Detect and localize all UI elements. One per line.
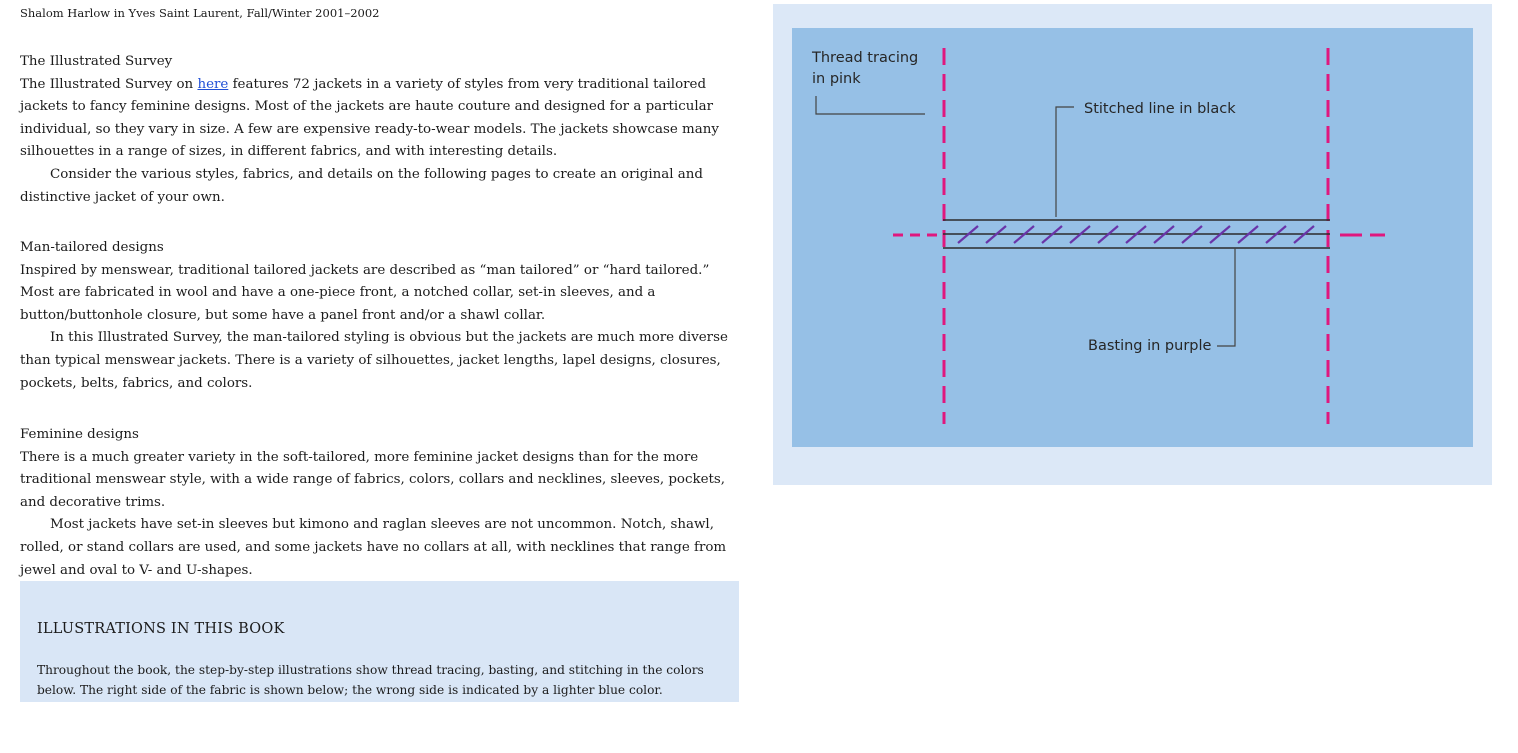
- photo-caption: Shalom Harlow in Yves Saint Laurent, Fall/Winter 2001–2002: [20, 6, 380, 20]
- here-link[interactable]: here: [197, 76, 229, 92]
- section-feminine: [20, 424, 742, 582]
- stitched-line-label: Stitched line in black: [1084, 101, 1236, 117]
- paragraph-text: features 72 jackets in a variety of styles from very traditional tailored jackets to fancy feminine designs. Most of the jackets are haute couture and designed for a particular individual, so they vary in size. A few are expensive ready-to-wear models. The jackets showcase many silhouettes in a range of sizes, in different fabrics, and with interesting details.: [20, 76, 719, 160]
- paragraph: [20, 74, 742, 164]
- basting-label: Basting in purple: [1088, 338, 1212, 354]
- stitch-legend-diagram: [773, 4, 1492, 485]
- section-man-tailored: [20, 237, 742, 395]
- illustrations-callout-box: [20, 581, 739, 702]
- thread-tracing-label-line1: Thread tracing: [812, 50, 919, 66]
- section-heading-feminine: Feminine designs: [20, 427, 139, 442]
- section-heading-man-tailored: Man-tailored designs: [20, 240, 164, 255]
- paragraph: Most jackets have set-in sleeves but kimono and raglan sleeves are not uncommon. Notch, shawl, rolled, or stand collars are used, and some jackets have no collars at all, with necklines that range from jewel and oval to V- and U-shapes.: [20, 517, 727, 578]
- paragraph: Inspired by menswear, traditional tailored jackets are described as “man tailored” or “hard tailored.” Most are fabricated in wool and have a one-piece front, a notched collar, set-in sleeves, and a button/buttonhole closure, but some have a panel front and/or a shawl collar.: [20, 262, 710, 323]
- paragraph: There is a much greater variety in the soft-tailored, more feminine jacket designs than for the more traditional menswear style, with a wide range of fabrics, colors, collars and necklines, sleeves, pockets, and decorative trims.: [20, 449, 726, 510]
- callout-text: Throughout the book, the step-by-step illustrations show thread tracing, basting, and stitching in the colors below. The right side of the fabric is shown below; the wrong side is indicated by a lighter blue color.: [37, 663, 704, 697]
- paragraph: Consider the various styles, fabrics, and details on the following pages to create an original and distinctive jacket of your own.: [20, 166, 703, 205]
- stitch-legend-figure: [773, 4, 1492, 485]
- thread-tracing-label-line2: in pink: [812, 71, 861, 87]
- section-heading-illustrated-survey: The Illustrated Survey: [20, 54, 173, 69]
- paragraph: In this Illustrated Survey, the man-tailored styling is obvious but the jackets are much more diverse than typical menswear jackets. There is a variety of silhouettes, jacket lengths, lapel designs, closures, pockets, belts, fabrics, and colors.: [20, 330, 728, 391]
- callout-heading: ILLUSTRATIONS IN THIS BOOK: [37, 621, 285, 637]
- paragraph-text: The Illustrated Survey on: [20, 76, 198, 92]
- section-illustrated-survey: [20, 51, 742, 209]
